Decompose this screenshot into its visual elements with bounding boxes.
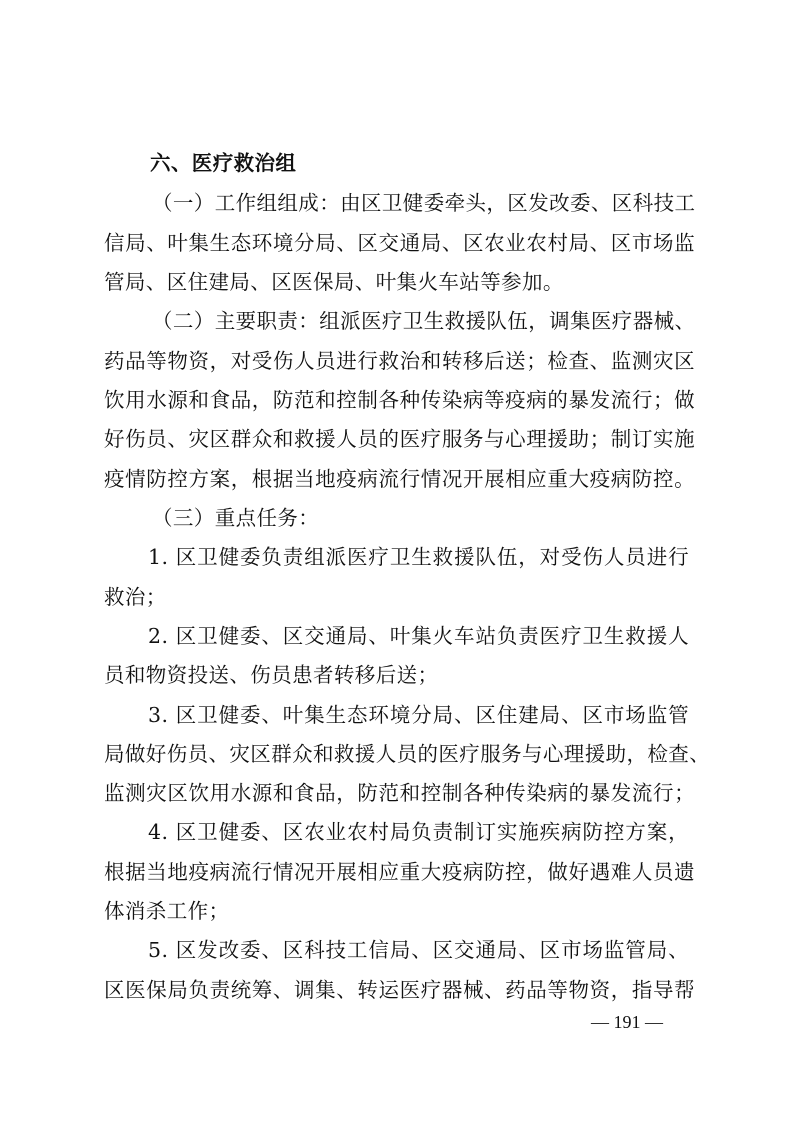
body-line: 监测灾区饮用水源和食品，防范和控制各种传染病的暴发流行； — [104, 781, 695, 805]
body-line: 救治； — [104, 585, 167, 609]
body-line: 疫情防控方案，根据当地疫病流行情况开展相应重大疫病防控。 — [104, 467, 695, 491]
body-line: 饮用水源和食品，防范和控制各种传染病等疫病的暴发流行；做 — [104, 388, 695, 412]
body-line: （一）工作组组成：由区卫健委牵头，区发改委、区科技工 — [152, 191, 696, 215]
body-line: 1. 区卫健委负责组派医疗卫生救援队伍，对受伤人员进行 — [148, 545, 689, 569]
body-line: 药品等物资，对受伤人员进行救治和转移后送；检查、监测灾区 — [104, 349, 695, 373]
body-line: 体消杀工作； — [104, 899, 230, 923]
page-number: — 191 — — [591, 1012, 663, 1032]
body-line: 管局、区住建局、区医保局、叶集火车站等参加。 — [104, 270, 564, 294]
body-line: 3. 区卫健委、叶集生态环境分局、区住建局、区市场监管 — [148, 703, 689, 727]
body-line: 2. 区卫健委、区交通局、叶集火车站负责医疗卫生救援人 — [148, 624, 689, 648]
body-line: （二）主要职责：组派医疗卫生救援队伍，调集医疗器械、 — [152, 309, 696, 333]
body-line: （三）重点任务： — [152, 506, 320, 530]
body-line: 好伤员、灾区群众和救援人员的医疗服务与心理援助；制订实施 — [104, 427, 695, 451]
body-line: 员和物资投送、伤员患者转移后送； — [104, 663, 439, 687]
section-heading: 六、医疗救治组 — [150, 151, 297, 175]
body-line: 区医保局负责统筹、调集、转运医疗器械、药品等物资，指导帮 — [104, 978, 695, 1002]
body-line: 信局、叶集生态环境分局、区交通局、区农业农村局、区市场监 — [104, 231, 695, 255]
body-line: 根据当地疫病流行情况开展相应重大疫病防控，做好遇难人员遗 — [104, 860, 695, 884]
body-line: 4. 区卫健委、区农业农村局负责制订实施疾病防控方案， — [148, 820, 689, 844]
body-line: 5. 区发改委、区科技工信局、区交通局、区市场监管局、 — [148, 938, 689, 962]
body-line: 局做好伤员、灾区群众和救援人员的医疗服务与心理援助，检查、 — [104, 742, 711, 766]
